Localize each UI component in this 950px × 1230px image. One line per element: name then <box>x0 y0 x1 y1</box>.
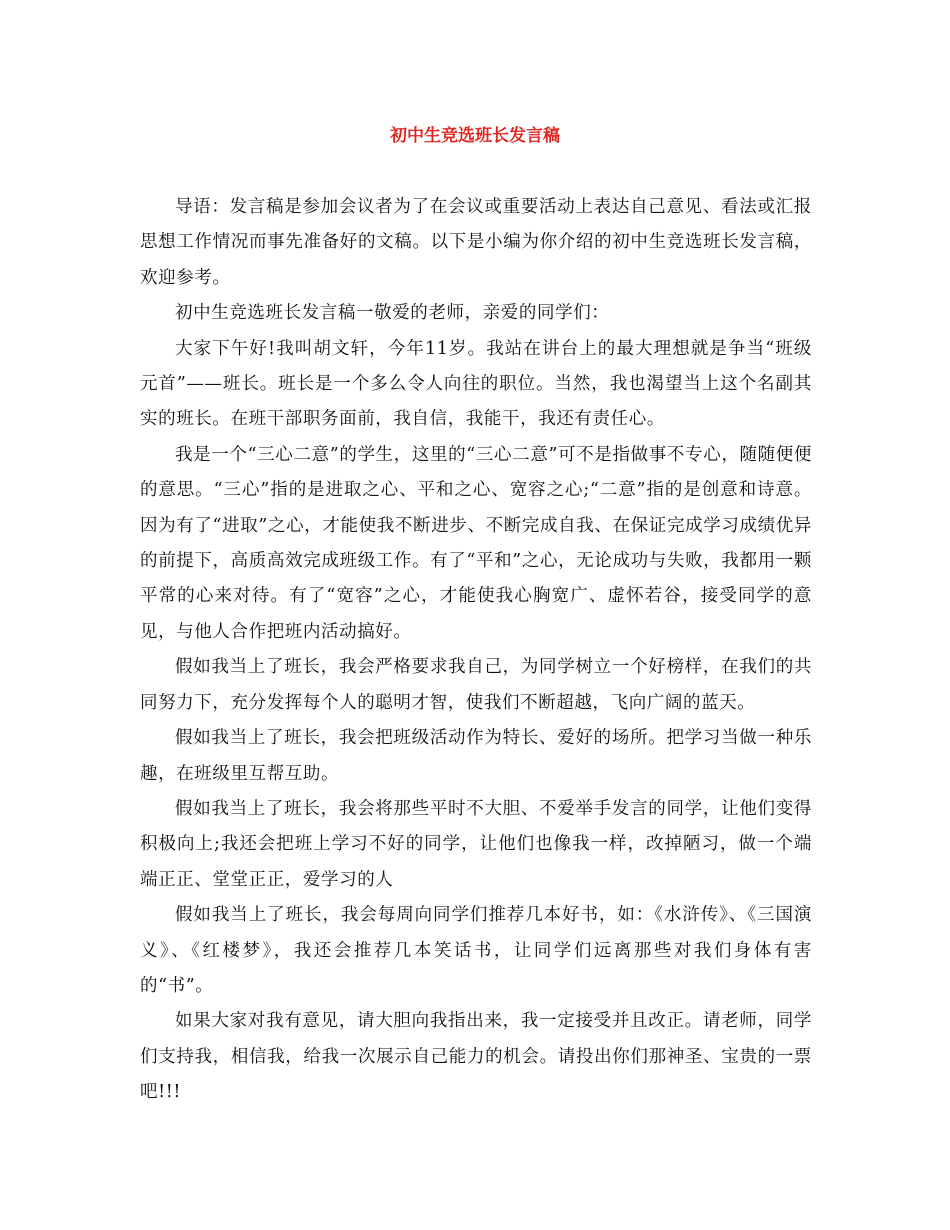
paragraph-three-hearts: 我是一个“三心二意”的学生，这里的“三心二意”可不是指做事不专心，随随便便的意思。“三心”指的是进取之心、平和之心、宽容之心;“二意”指的是创意和诗意。因为有了“进取”之心，才能使我不断进步、不断完成自我、在保证完成学习成绩优异的前提下，高质高效完成班级工作。有了“平和”之心，无论成功与失败，我都用一颗平常的心来对待。有了“宽容”之心，才能使我心胸宽广、虚怀若谷，接受同学的意见，与他人合作把班内活动搞好。 <box>140 444 812 642</box>
paragraph-greeting: 初中生竞选班长发言稿一敬爱的老师，亲爱的同学们： <box>175 303 610 324</box>
document-title: 初中生竞选班长发言稿 <box>390 126 560 146</box>
paragraph-pledge-1: 假如我当上了班长，我会严格要求我自己，为同学树立一个好榜样，在我们的共同努力下，充分发挥每个人的聪明才智，使我们不断超越，飞向广阔的蓝天。 <box>140 657 812 713</box>
paragraph-pledge-4: 假如我当上了班长，我会每周向同学们推荐几本好书，如：《水浒传》、《三国演义》、《红楼梦》，我还会推荐几本笑话书，让同学们远离那些对我们身体有害的“书”。 <box>140 905 812 996</box>
paragraph-pledge-2: 假如我当上了班长，我会把班级活动作为特长、爱好的场所。把学习当做一种乐趣，在班级里互帮互助。 <box>140 728 812 784</box>
paragraph-closing: 如果大家对我有意见，请大胆向我指出来，我一定接受并且改正。请老师，同学们支持我，相信我，给我一次展示自己能力的机会。请投出你们那神圣、宝贵的一票吧!!! <box>140 1011 812 1103</box>
document-body <box>140 190 812 1111</box>
paragraph-intro: 导语：发言稿是参加会议者为了在会议或重要活动上表达自己意见、看法或汇报思想工作情况而事先准备好的文稿。以下是小编为你介绍的初中生竞选班长发言稿，欢迎参考。 <box>140 197 812 288</box>
paragraph-pledge-3: 假如我当上了班长，我会将那些平时不大胆、不爱举手发言的同学，让他们变得积极向上;我还会把班上学习不好的同学，让他们也像我一样，改掉陋习，做一个端端正正、堂堂正正，爱学习的人 <box>140 798 812 890</box>
paragraph-self-introduction: 大家下午好!我叫胡文轩，今年11岁。我站在讲台上的最大理想就是争当“班级元首”——班长。班长是一个多么令人向往的职位。当然，我也渴望当上这个名副其实的班长。在班干部职务面前，我自信，我能干，我还有责任心。 <box>140 338 812 430</box>
